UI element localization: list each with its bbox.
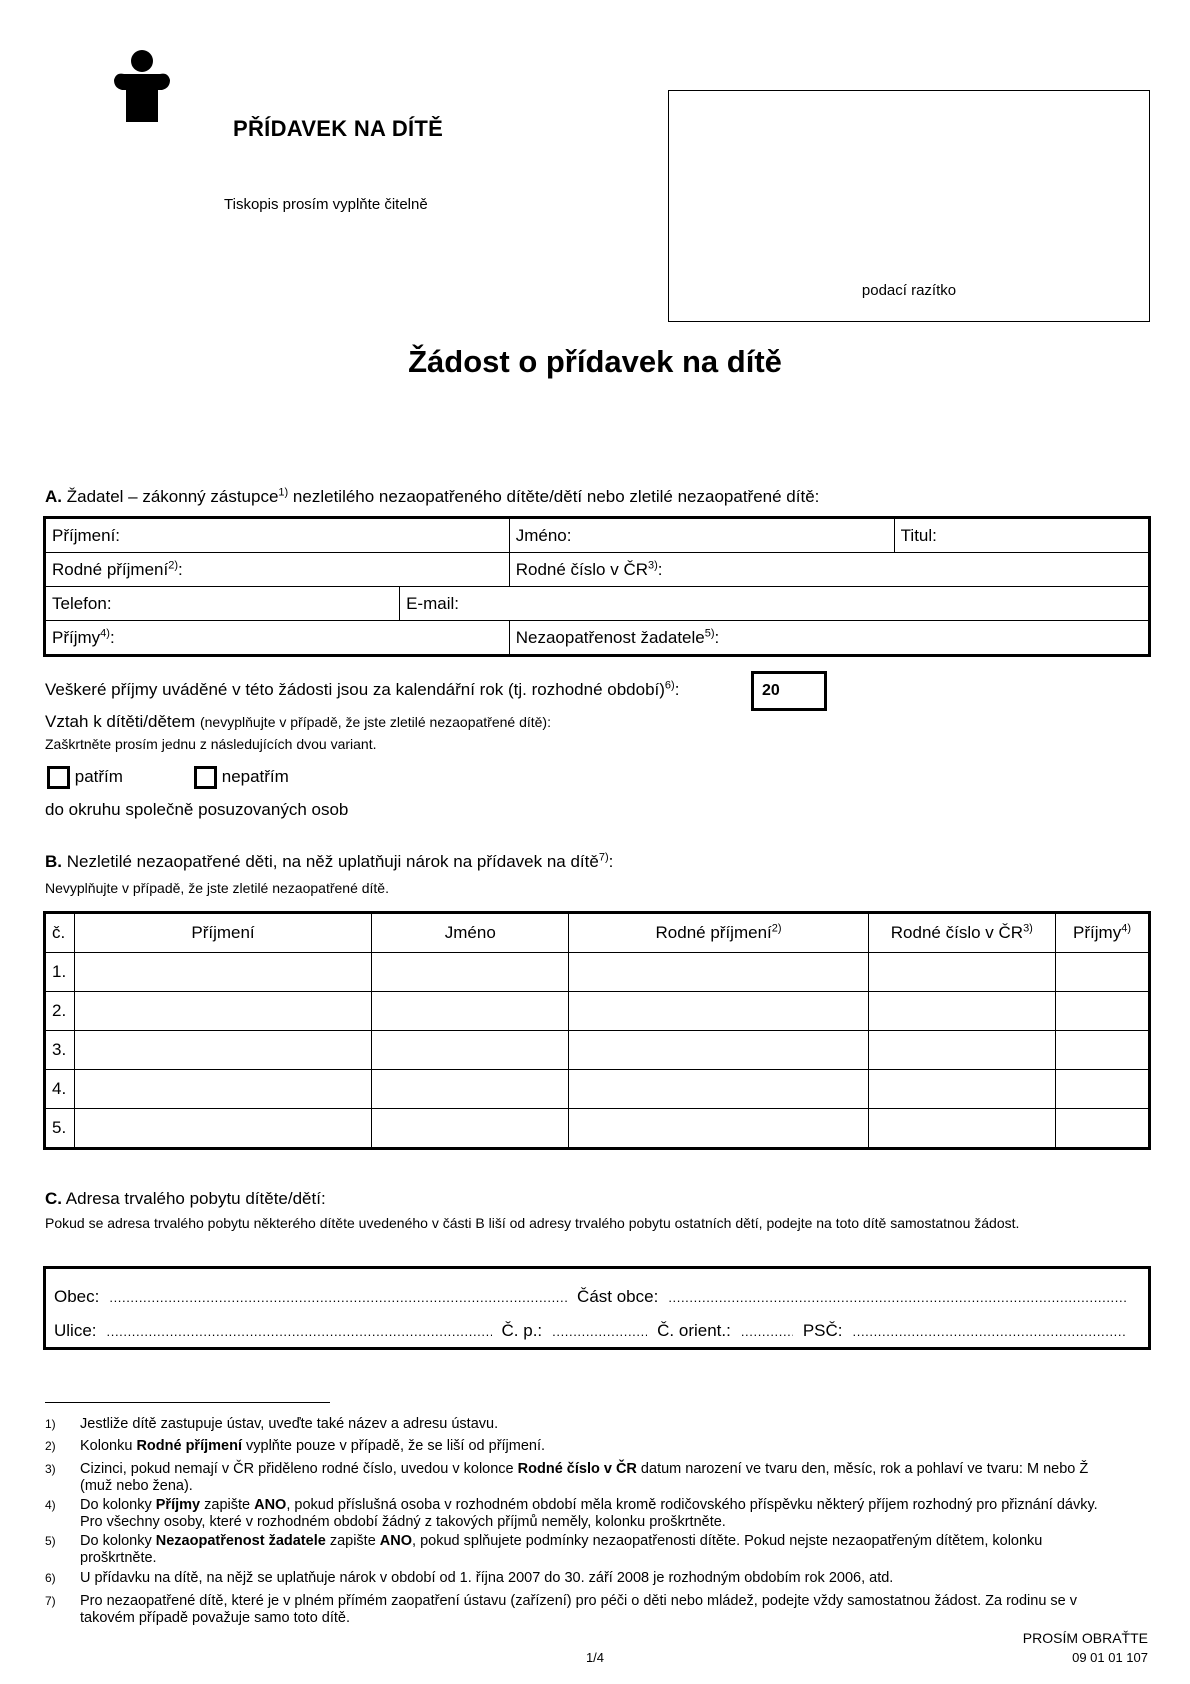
table-row	[45, 1070, 1150, 1109]
child-logo-icon	[112, 50, 172, 122]
cell-birth-number[interactable]	[868, 1031, 1055, 1070]
cell-surname[interactable]	[74, 953, 371, 992]
row-number: 2.	[45, 992, 75, 1031]
cell-birth-number[interactable]	[868, 1109, 1055, 1149]
row-number: 1.	[45, 953, 75, 992]
cell-income[interactable]	[1056, 1070, 1150, 1109]
cell-surname[interactable]	[74, 1070, 371, 1109]
relation-heading: Vztah k dítěti/dětem (nevyplňujte v případě, že jste zletilé nezaopatřené dítě):	[45, 712, 551, 731]
orient-no-label: Č. orient.:	[657, 1321, 731, 1340]
stamp-box	[668, 90, 1150, 322]
col-number: č.	[45, 913, 75, 953]
not-belong-checkbox[interactable]	[194, 766, 217, 789]
phone-field[interactable]: Telefon:	[45, 587, 400, 621]
section-c-heading: C. Adresa trvalého pobytu dítěte/dětí:	[45, 1189, 326, 1208]
cell-name[interactable]	[372, 953, 569, 992]
section-b-note: Nevyplňujte v případě, že jste zletilé nezaopatřené dítě.	[45, 880, 389, 896]
house-no-field[interactable]	[552, 1324, 647, 1339]
stamp-label: podací razítko	[861, 282, 957, 299]
please-turn-label: PROSÍM OBRAŤTE	[1022, 1630, 1148, 1646]
birth-surname-field[interactable]: Rodné příjmení$^{2)}$:	[45, 553, 510, 587]
cell-birth-number[interactable]	[868, 992, 1055, 1031]
option-not-belong[interactable]: nepatřím	[194, 766, 289, 789]
orient-no-field[interactable]	[741, 1324, 793, 1339]
section-c-note: Pokud se adresa trvalého pobytu některého dítěte uvedeného v části B liší od adresy trvalého pobytu ostatních dětí, podejte na toto dítě samostatnou žádost.	[45, 1215, 1020, 1231]
cell-surname[interactable]	[74, 1031, 371, 1070]
footnote: 2) Kolonku Rodné příjmení vyplňte pouze v případě, že se liší od příjmení.	[45, 1438, 546, 1454]
part-label: Část obce:	[577, 1287, 659, 1306]
belong-checkbox[interactable]	[47, 766, 70, 789]
income-year-text: Veškeré příjmy uváděné v této žádosti jsou za kalendářní rok (tj. rozhodné období)$^{6)}$:	[45, 679, 680, 699]
name-field[interactable]: Jméno:	[509, 518, 894, 553]
fill-instruction: Tiskopis prosím vyplňte čitelně	[224, 196, 428, 213]
cell-income[interactable]	[1056, 1109, 1150, 1149]
cell-birth-surname[interactable]	[569, 992, 868, 1031]
footnote: 7) Pro nezaopatřené dítě, které je v plném přímém zaopatření ústavu (zařízení) pro péči o děti nebo mládež, podejte vždy samostatnou žádost. Za rodinu se v takovém případě považuje samo toto dítě.	[45, 1593, 1078, 1626]
cell-name[interactable]	[372, 1109, 569, 1149]
municipality-field[interactable]	[109, 1290, 567, 1305]
table-row	[45, 1031, 1150, 1070]
cell-birth-surname[interactable]	[569, 953, 868, 992]
row-number: 5.	[45, 1109, 75, 1149]
cell-birth-surname[interactable]	[569, 1070, 868, 1109]
cell-birth-surname[interactable]	[569, 1109, 868, 1149]
footnote: 5) Do kolonky Nezaopatřenost žadatele zapište ANO, pokud splňujete podmínky nezaopatřenosti dítěte. Pokud nejste nezaopatřeným dítětem, kolonku proškrtněte.	[45, 1533, 1043, 1566]
cell-surname[interactable]	[74, 992, 371, 1031]
col-name: Jméno	[372, 913, 569, 953]
option-belong[interactable]: patřím	[47, 766, 123, 789]
footnote: 4) Do kolonky Příjmy zapište ANO, pokud příslušná osoba v rozhodném období měla kromě rodičovského příspěvku některý příjem rozhodný pro přiznání dávky. Pro všechny osoby, které v rozhodném období žádný z takových příjmů neměly, kolonku proškrtněte.	[45, 1497, 1098, 1530]
table-row	[45, 953, 1150, 992]
cell-birth-surname[interactable]	[569, 1031, 868, 1070]
cell-income[interactable]	[1056, 1031, 1150, 1070]
row-number: 3.	[45, 1031, 75, 1070]
address-box	[43, 1266, 1151, 1350]
applicant-table	[43, 516, 1151, 657]
birth-number-field[interactable]: Rodné číslo v ČR$^{3)}$:	[509, 553, 1149, 587]
street-label: Ulice:	[54, 1321, 97, 1340]
cell-income[interactable]	[1056, 992, 1150, 1031]
col-birth-surname: Rodné příjmení$^{2)}$	[569, 913, 868, 953]
col-surname: Příjmení	[74, 913, 371, 953]
zip-label: PSČ:	[802, 1321, 843, 1340]
row-number: 4.	[45, 1070, 75, 1109]
col-birth-number: Rodné číslo v ČR$^{3)}$	[868, 913, 1055, 953]
cell-surname[interactable]	[74, 1109, 371, 1149]
income-field[interactable]: Příjmy$^{4)}$:	[45, 621, 510, 656]
surname-field[interactable]: Příjmení:	[45, 518, 510, 553]
email-field[interactable]: E-mail:	[400, 587, 1150, 621]
house-no-label: Č. p.:	[501, 1321, 543, 1340]
table-row	[45, 1109, 1150, 1149]
form-title: Žádost o přídavek na dítě	[408, 344, 782, 379]
footnote: 1) Jestliže dítě zastupuje ústav, uveďte také název a adresu ústavu.	[45, 1416, 499, 1432]
cell-income[interactable]	[1056, 953, 1150, 992]
footnote: 3) Cizinci, pokud nemají v ČR přiděleno rodné číslo, uvedou v kolonce Rodné číslo v ČR datum narození ve tvaru den, měsíc, rok a pohlaví ve tvaru: M nebo Ž (muž nebo žena).	[45, 1461, 1089, 1494]
relation-instruction: Zaškrtněte prosím jednu z následujících dvou variant.	[45, 736, 377, 752]
dependency-field[interactable]: Nezaopatřenost žadatele$^{5)}$:	[509, 621, 1149, 656]
section-a-heading: A. Žadatel – zákonný zástupce$^{1)}$ nezletilého nezaopatřeného dítěte/dětí nebo zletilé nezaopatřené dítě:	[45, 486, 820, 506]
zip-field[interactable]	[853, 1324, 1126, 1339]
footnote-divider	[45, 1402, 330, 1403]
income-year-box[interactable]: 20	[751, 671, 827, 711]
cell-birth-number[interactable]	[868, 953, 1055, 992]
relation-suffix: do okruhu společně posuzovaných osob	[45, 800, 349, 819]
children-table	[43, 911, 1151, 1150]
title-field[interactable]: Titul:	[894, 518, 1149, 553]
col-income: Příjmy$^{4)}$	[1056, 913, 1150, 953]
table-row	[45, 992, 1150, 1031]
section-b-heading: B. Nezletilé nezaopatřené děti, na něž uplatňuji nárok na přídavek na dítě$^{7)}$:	[45, 851, 614, 871]
cell-birth-number[interactable]	[868, 1070, 1055, 1109]
cell-name[interactable]	[372, 1031, 569, 1070]
part-field[interactable]	[668, 1290, 1126, 1305]
header-title: PŘÍDAVEK NA DÍTĚ	[233, 116, 444, 141]
cell-name[interactable]	[372, 1070, 569, 1109]
form-code: 09 01 01 107	[1072, 1650, 1148, 1665]
cell-name[interactable]	[372, 992, 569, 1031]
municipality-label: Obec:	[54, 1287, 100, 1306]
street-field[interactable]	[107, 1324, 492, 1339]
page-number: 1/4	[585, 1650, 605, 1665]
footnote: 6) U přídavku na dítě, na nějž se uplatňuje nárok v období od 1. října 2007 do 30. září 2008 je rozhodným obdobím rok 2006, atd.	[45, 1570, 894, 1586]
